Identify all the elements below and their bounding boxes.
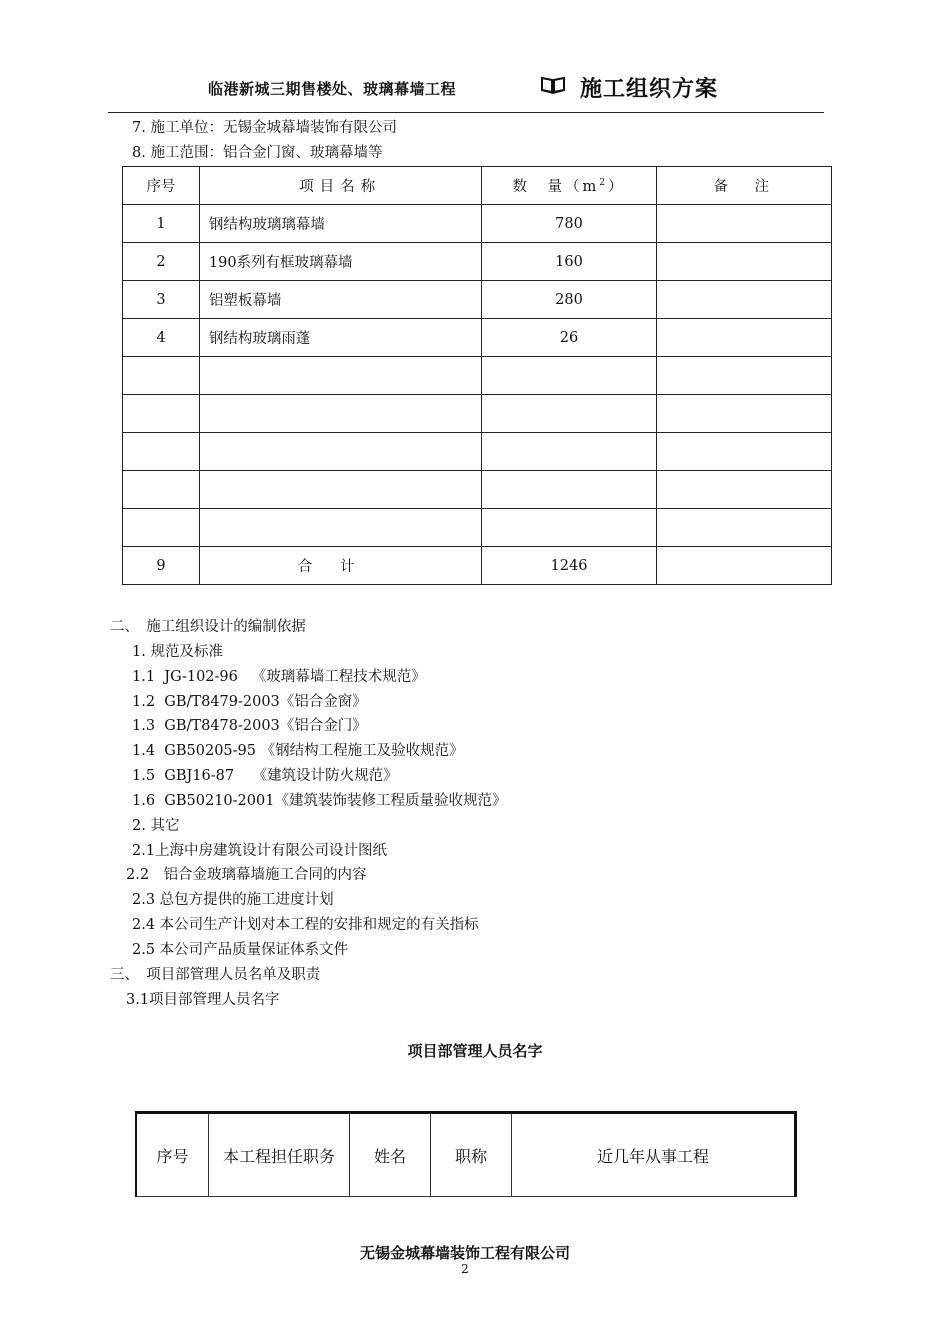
cell-qty: [481, 509, 657, 547]
cell-total-label: 合计: [199, 547, 481, 585]
table-row: [123, 433, 832, 471]
table-row: [123, 205, 832, 243]
section2-line: 1.1 JG-102-96 《玻璃幕墙工程技术规范》: [132, 669, 426, 685]
section2-line: 1.2 GB/T8479-2003《铝合金窗》: [132, 694, 367, 710]
cell-name: [199, 357, 481, 395]
cell-name: 钢结构玻璃雨蓬: [199, 319, 481, 357]
table-row: [123, 471, 832, 509]
cell-no: 2: [123, 243, 200, 281]
staff-col-name: 姓名: [350, 1113, 431, 1197]
section2-line: 2.2 铝合金玻璃幕墙施工合同的内容: [126, 867, 367, 883]
cell-total-qty: 1246: [481, 547, 657, 585]
quantity-table: [122, 166, 832, 585]
section2-heading: 二、 施工组织设计的编制依据: [110, 619, 306, 635]
intro-scope: 8. 施工范围：铝合金门窗、玻璃幕墙等: [132, 145, 383, 161]
cell-total-remark: [657, 547, 832, 585]
table-total-row: [123, 547, 832, 585]
cell-qty: [481, 357, 657, 395]
qty-header-text: 数 量（m: [512, 179, 600, 195]
intro-contractor: 7. 施工单位：无锡金城幕墙装饰有限公司: [132, 120, 397, 136]
section3-sub: 3.1项目部管理人员名字: [126, 992, 280, 1008]
section2-line: 2.5 本公司产品质量保证体系文件: [132, 942, 349, 958]
cell-qty: 160: [481, 243, 657, 281]
cell-total-no: 9: [123, 547, 200, 585]
staff-header-row: [136, 1113, 796, 1197]
cell-name: [199, 433, 481, 471]
section2-line: 2.4 本公司生产计划对本工程的安排和规定的有关指标: [132, 917, 479, 933]
book-icon: [540, 75, 566, 95]
cell-remark: [657, 357, 832, 395]
cell-no: [123, 395, 200, 433]
staff-col-title: 职称: [431, 1113, 512, 1197]
cell-qty: 280: [481, 281, 657, 319]
cell-name: 铝塑板幕墙: [199, 281, 481, 319]
cell-remark: [657, 433, 832, 471]
col-header-name: 项目名称: [199, 167, 481, 205]
section3-heading: 三、 项目部管理人员名单及职责: [110, 967, 321, 983]
section2-line: 1.4 GB50205-95 《钢结构工程施工及验收规范》: [132, 743, 464, 759]
page-number: 2: [461, 1262, 469, 1276]
section2-line: 2.1上海中房建筑设计有限公司设计图纸: [132, 843, 388, 859]
table-row: [123, 319, 832, 357]
section2-line: 1.5 GBJ16-87 《建筑设计防火规范》: [132, 768, 398, 784]
section2-line: 2.3 总包方提供的施工进度计划: [132, 892, 334, 908]
table-row: [123, 357, 832, 395]
staff-col-projects: 近几年从事工程: [512, 1113, 796, 1197]
cell-no: 4: [123, 319, 200, 357]
col-header-qty: [481, 167, 657, 205]
cell-name: [199, 395, 481, 433]
cell-no: 1: [123, 205, 200, 243]
cell-remark: [657, 243, 832, 281]
cell-no: [123, 433, 200, 471]
table-row: [123, 509, 832, 547]
table-row: [123, 243, 832, 281]
cell-no: [123, 471, 200, 509]
table-row: [123, 281, 832, 319]
cell-remark: [657, 395, 832, 433]
cell-name: [199, 471, 481, 509]
cell-remark: [657, 205, 832, 243]
cell-remark: [657, 509, 832, 547]
header-divider: [108, 112, 824, 113]
header-doc-title: 施工组织方案: [580, 77, 719, 102]
section2-line: 1.6 GB50210-2001《建筑装饰装修工程质量验收规范》: [132, 793, 507, 809]
staff-col-no: 序号: [136, 1113, 209, 1197]
col-header-no: 序号: [123, 167, 200, 205]
cell-qty: [481, 395, 657, 433]
cell-name: 钢结构玻璃璃幕墙: [199, 205, 481, 243]
cell-no: [123, 509, 200, 547]
qty-header-end: ）: [607, 179, 626, 195]
staff-table-title: 项目部管理人员名字: [407, 1042, 543, 1060]
cell-no: 3: [123, 281, 200, 319]
cell-no: [123, 357, 200, 395]
footer-company: 无锡金城幕墙装饰工程有限公司: [359, 1244, 570, 1262]
qty-header-sup: 2: [599, 178, 608, 189]
cell-qty: [481, 471, 657, 509]
table-header-row: [123, 167, 832, 205]
cell-qty: 780: [481, 205, 657, 243]
cell-qty: [481, 433, 657, 471]
section2-line: 2. 其它: [132, 818, 180, 834]
cell-remark: [657, 319, 832, 357]
col-header-remark: 备 注: [657, 167, 832, 205]
staff-table: [135, 1111, 797, 1197]
cell-remark: [657, 281, 832, 319]
cell-remark: [657, 471, 832, 509]
section2-line: 1. 规范及标准: [132, 644, 223, 660]
cell-name: [199, 509, 481, 547]
header-project-name: 临港新城三期售楼处、玻璃幕墙工程: [208, 80, 457, 98]
cell-qty: 26: [481, 319, 657, 357]
staff-col-role: 本工程担任职务: [209, 1113, 350, 1197]
table-row: [123, 395, 832, 433]
cell-name: 190系列有框玻璃幕墙: [199, 243, 481, 281]
section2-line: 1.3 GB/T8478-2003《铝合金门》: [132, 718, 367, 734]
